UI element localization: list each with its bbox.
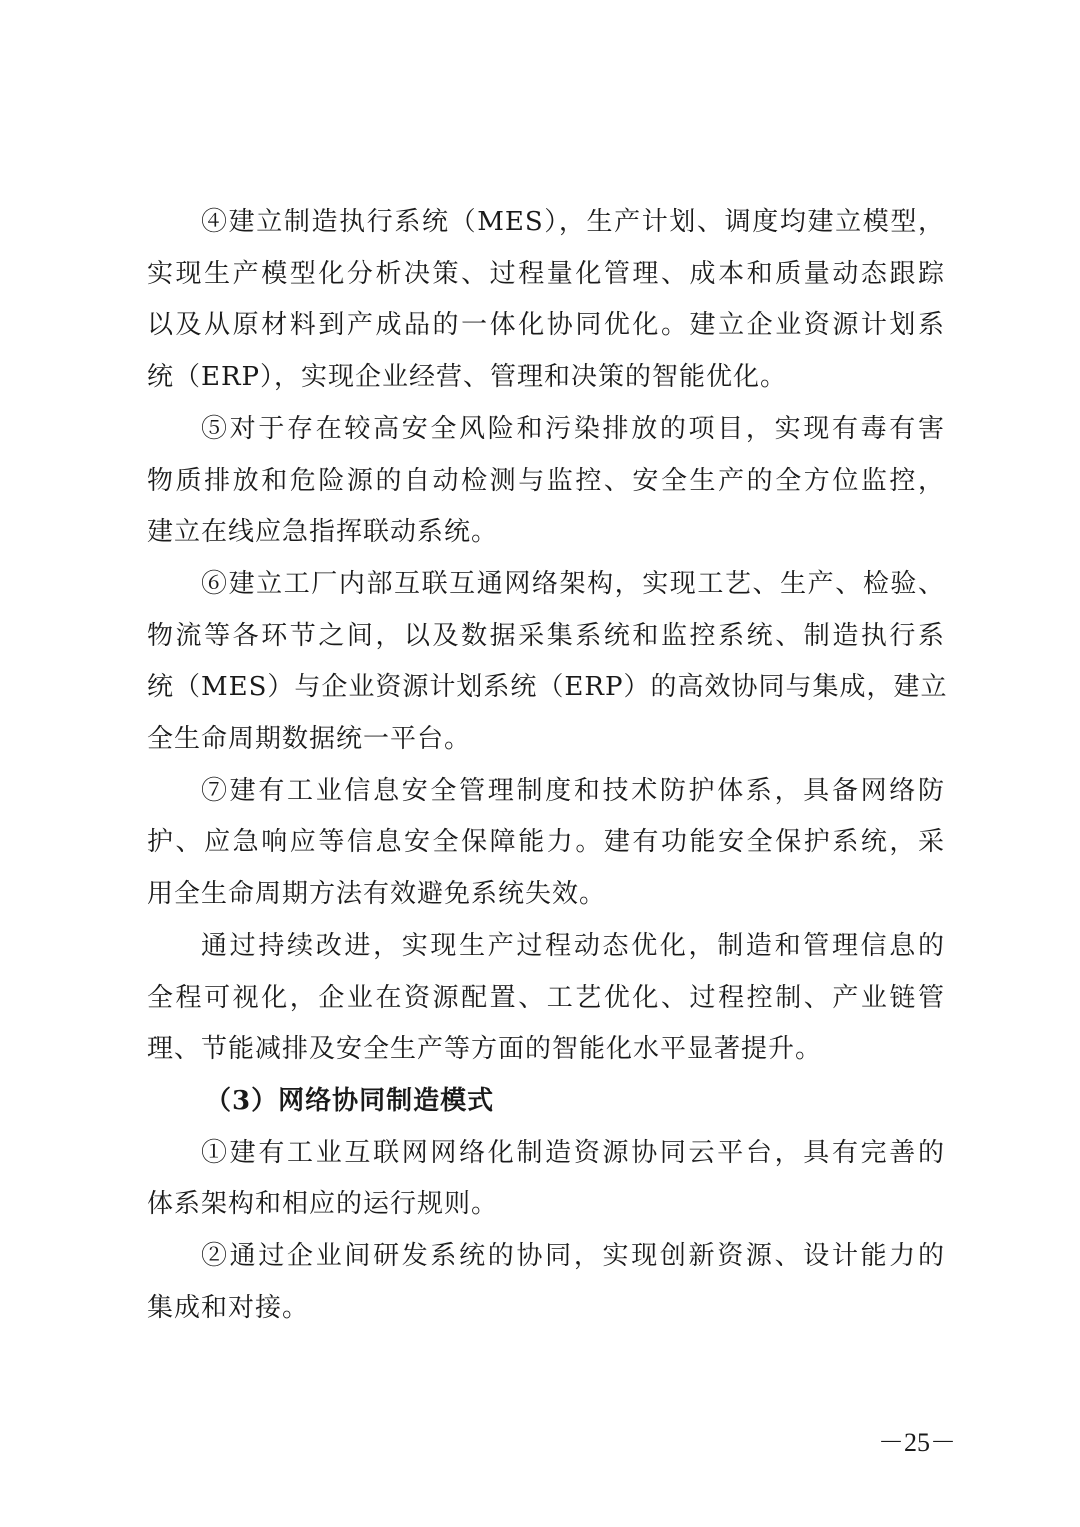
paragraph-line: ⑥建立工厂内部互联互通网络架构，实现工艺、生产、检验、 xyxy=(201,568,945,599)
paragraph-line: ④建立制造执行系统（MES），生产计划、调度均建立模型， xyxy=(201,207,945,237)
paragraph-line: 实现生产模型化分析决策、过程量化管理、成本和质量动态跟踪 xyxy=(147,258,945,289)
paragraph-line: ①建有工业互联网网络化制造资源协同云平台，具有完善的 xyxy=(201,1137,945,1168)
page-number: －25－ xyxy=(878,1428,957,1457)
section-heading: （3）网络协同制造模式 xyxy=(205,1085,495,1116)
paragraph-line: 物流等各环节之间，以及数据采集系统和监控系统、制造执行系 xyxy=(147,620,945,651)
paragraph-line: 建立在线应急指挥联动系统。 xyxy=(147,517,499,548)
paragraph-line: 统（ERP），实现企业经营、管理和决策的智能优化。 xyxy=(147,362,788,393)
paragraph-line: 用全生命周期方法有效避免系统失效。 xyxy=(147,879,607,910)
paragraph-line: 通过持续改进，实现生产过程动态优化，制造和管理信息的 xyxy=(201,930,945,961)
paragraph-line: ⑤对于存在较高安全风险和污染排放的项目，实现有毒有害 xyxy=(201,413,945,444)
paragraph-line: ②通过企业间研发系统的协同，实现创新资源、设计能力的 xyxy=(201,1241,945,1271)
paragraph-line: ⑦建有工业信息安全管理制度和技术防护体系，具备网络防 xyxy=(201,775,945,806)
paragraph-line: 以及从原材料到产成品的一体化协同优化。建立企业资源计划系 xyxy=(147,310,945,341)
paragraph-line: 体系架构和相应的运行规则。 xyxy=(147,1189,499,1220)
paragraph-line: 全生命周期数据统一平台。 xyxy=(147,724,472,754)
paragraph-line: 全程可视化，企业在资源配置、工艺优化、过程控制、产业链管 xyxy=(147,982,945,1013)
paragraph-line: 理、节能减排及安全生产等方面的智能化水平显著提升。 xyxy=(147,1034,823,1065)
paragraph-line: 统（MES）与企业资源计划系统（ERP）的高效协同与集成，建立 xyxy=(147,672,948,703)
paragraph-line: 护、应急响应等信息安全保障能力。建有功能安全保护系统，采 xyxy=(147,827,945,858)
paragraph-line: 物质排放和危险源的自动检测与监控、安全生产的全方位监控， xyxy=(147,465,945,496)
paragraph-line: 集成和对接。 xyxy=(147,1292,310,1323)
